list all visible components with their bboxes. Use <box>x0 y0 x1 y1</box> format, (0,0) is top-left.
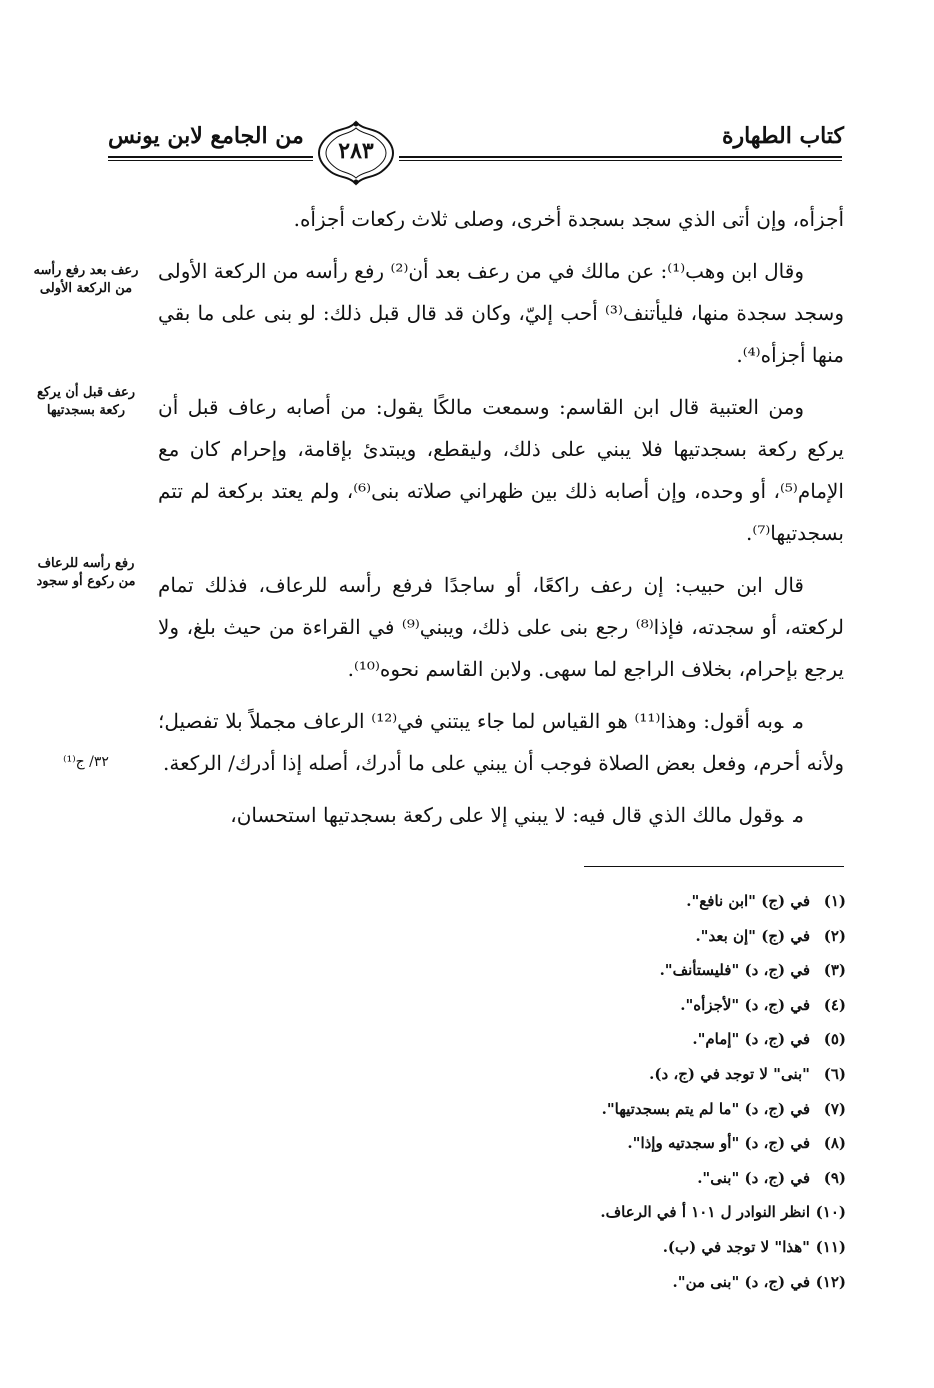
footnote-number: (١١) <box>815 1237 846 1256</box>
paragraph-mim <box>158 700 844 784</box>
footnote-text: انظر النوادر ل ١٠١ أ في الرعاف. <box>600 1203 810 1222</box>
main-text <box>158 198 844 846</box>
mim-mark: م <box>793 803 804 827</box>
footnote-text: في (ج، د) "لأجزأه". <box>680 995 810 1014</box>
mim-mark: م <box>793 709 804 733</box>
margin-note: رعف بعد رفع رأسه من الركعة الأولى <box>33 263 139 296</box>
footnote <box>346 988 846 1023</box>
running-title-right: كتاب الطهارة <box>721 123 844 149</box>
paragraph-mim <box>158 794 844 836</box>
footnote-number: (١٢) <box>815 1272 846 1291</box>
running-title-left: من الجامع لابن يونس <box>108 123 304 149</box>
margin-note: رفع رأسه للرعاف من ركوع أو سجود <box>36 556 136 589</box>
footnote-number: (٣) <box>823 961 846 980</box>
header-rule <box>108 156 842 158</box>
manuscript-folio-marker: ٣٢/ ج⁽¹⁾ <box>63 754 109 770</box>
footnote-text: في (ج، د) "إمام". <box>692 1030 810 1049</box>
footnote-text: في (ج، د) "بنى من". <box>672 1272 810 1291</box>
footnote <box>346 1265 846 1300</box>
footnote <box>346 1057 846 1092</box>
footnote <box>346 1230 846 1265</box>
footnote-separator <box>584 866 844 867</box>
footnote-text: في (ج) "ابن نافع". <box>686 892 810 910</box>
footnote <box>346 1126 846 1161</box>
footnote-number: (١٠) <box>815 1203 846 1222</box>
paragraph-text: وقول مالك الذي قال فيه: لا يبني إلا على ركعة بسجدتيها استحسان، <box>230 803 784 827</box>
paragraph: وقال ابن وهب⁽¹⁾: عن مالك في من رعف بعد أن⁽²⁾ رفع رأسه من الركعة الأولى وسجد سجدة منها، فليأتنف⁽³⁾ أحب إليّ، وكان قد قال قبل ذلك: لو بنى على ما بقي منها أجزأه⁽⁴⁾. <box>158 259 844 367</box>
paragraph: أجزأه، وإن أتى الذي سجد بسجدة أخرى، وصلى ثلاث ركعات أجزأه. <box>293 207 844 231</box>
footnote-number: (٨) <box>823 1134 846 1153</box>
footnote-number: (٩) <box>823 1168 846 1187</box>
footnote-number: (٥) <box>823 1030 846 1049</box>
footnote-text: في (ج، د) "بنى". <box>697 1168 810 1187</box>
footnote-text: "هذا" لا توجد في (ب). <box>662 1237 810 1256</box>
footnote <box>346 1195 846 1230</box>
footnotes <box>346 884 846 1299</box>
footnote-text: في (ج، د) "أو سجدتيه وإذا". <box>627 1134 810 1153</box>
footnote <box>346 953 846 988</box>
paragraph: قال ابن حبيب: إن رعف راكعًا، أو ساجدًا فرفع رأسه للرعاف، فذلك تمام لركعته، أو سجدته، فإذا⁽⁸⁾ رجع بنى على ذلك، ويبني⁽⁹⁾ في القراءة من حيث بلغ، ولا يرجع بإحرام، بخلاف الراجع لما سهى. ولابن القاسم نحوه⁽¹⁰⁾. <box>158 573 844 681</box>
footnote-number: (٧) <box>823 1099 846 1118</box>
footnote <box>346 919 846 954</box>
footnote-text: في (ج) "إن بعد". <box>695 926 810 945</box>
footnote <box>346 1022 846 1057</box>
footnote-text: في (ج، د) "فليستأنف". <box>659 961 810 980</box>
footnote-text: في (ج، د) "ما لم يتم بسجدتيها". <box>601 1099 810 1118</box>
footnote <box>346 1161 846 1196</box>
paragraph-text: وبه أقول: وهذا⁽¹¹⁾ هو القياس لما جاء يبتني في⁽¹²⁾ الرعاف مجملاً بلا تفصيل؛ ولأنه أحرم، وفعل بعض الصلاة فوجب أن يبني على ما أدرك، أصله إذا أدرك/ الركعة. <box>158 709 844 775</box>
footnote <box>346 884 846 919</box>
footnote-text: "بنى" لا توجد في (ج، د). <box>649 1064 810 1083</box>
page-number: ٢٨٣ <box>338 138 374 164</box>
header-rule-thin <box>108 160 842 161</box>
footnote-number: (٤) <box>823 995 846 1014</box>
footnote-number: (١) <box>823 892 846 910</box>
footnote <box>346 1092 846 1127</box>
footnote-number: (٦) <box>823 1064 846 1083</box>
margin-note: رعف قبل أن يركع ركعة بسجدتيها <box>36 385 136 418</box>
paragraph: ومن العتبية قال ابن القاسم: وسمعت مالكًا يقول: من أصابه رعاف قبل أن يركع ركعة بسجدتيها فلا يبني على ذلك، وليقطع، ويبتدئ بإقامة، وإحرام كان مع الإمام⁽⁵⁾، أو وحده، وإن أصابه ذلك بين ظهراني صلاته بنى⁽⁶⁾، ولم يعتد بركعة لم تتم بسجدتيها⁽⁷⁾. <box>158 395 844 545</box>
page-number-ornament <box>313 120 399 186</box>
footnote-number: (٢) <box>823 926 846 945</box>
